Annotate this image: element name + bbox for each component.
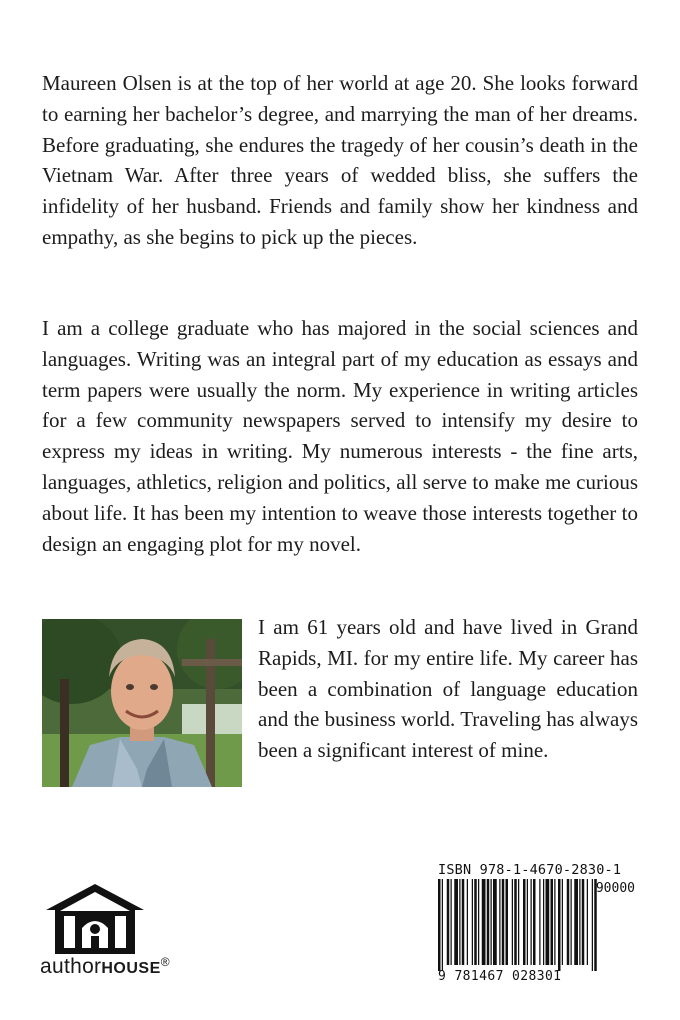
author-photo [42, 619, 242, 787]
barcode-bar [487, 879, 490, 965]
author-statement-paragraph: I am a college graduate who has majored in the social sciences and languages. Writing was an integral part of my education as essays and term papers were usually the norm. My experience in writing articles for a few community newspapers served to intensify my desire to express my ideas in writing. My numerous interests - the fine arts, languages, athletics, religion and politics, all serve to make me curious about life. It has been my intention to weave those interests together to design an engaging plot for my novel. [42, 316, 638, 556]
barcode-bar [454, 879, 458, 965]
barcode-bar [531, 879, 532, 965]
barcode-bar [459, 879, 460, 965]
barcode-bar [567, 879, 570, 965]
price-code: 90000 [595, 881, 635, 896]
barcode-bar [551, 879, 554, 965]
barcode-bar [438, 879, 441, 971]
barcode-bar [474, 879, 477, 965]
barcode-bar [582, 879, 585, 965]
barcode-bar [482, 879, 486, 965]
registered-mark: ® [160, 955, 170, 969]
barcode-bar [462, 879, 465, 965]
barcode-bar [447, 879, 450, 965]
isbn-label: ISBN 978-1-4670-2830-1 [438, 862, 622, 878]
publisher-name-author: author [40, 955, 102, 978]
barcode-bar [472, 879, 473, 965]
publisher-name-house: HOUSE [101, 960, 161, 977]
barcode-bar [499, 879, 500, 965]
barcode-bar [512, 879, 513, 965]
barcode-bar [502, 879, 505, 965]
barcode-bar [546, 879, 550, 965]
barcode-bar [442, 879, 443, 971]
barcode-bar [579, 879, 580, 965]
barcode-bar [451, 879, 452, 965]
barcode-bar [574, 879, 578, 965]
barcode-bar [493, 879, 497, 965]
barcode-bar [467, 879, 468, 965]
barcode-bar [533, 879, 536, 965]
author-bio: I am 61 years old and have lived in Grand Rapids, MI. for my entire life. My career has been a combination of language education and the business world. Traveling has always been a significant interest of mine. [258, 615, 638, 763]
barcode-bar [554, 879, 555, 965]
barcode-bar [506, 879, 509, 965]
barcode-bar [562, 879, 563, 965]
ean-digits: 9 781467 028301 [438, 969, 562, 984]
barcode-bar [527, 879, 528, 965]
barcode-bar [478, 879, 479, 965]
synopsis-paragraph: Maureen Olsen is at the top of her world at age 20. She looks forward to earning her bachelor’s degree, and marrying the man of her dreams. Before graduating, she endures the tragedy of her cousin’s death in the Vietnam War. After three years of wedded bliss, she suffers the infidelity of her husband. Friends and family show her kindness and empathy, as she begins to pick up the pieces. [42, 71, 638, 249]
ean-barcode-bars [438, 879, 608, 971]
barcode-bar [518, 879, 519, 965]
barcode-bar [592, 879, 593, 971]
publisher-wordmark [40, 955, 170, 979]
house-icon [40, 880, 150, 960]
barcode-bar [539, 879, 540, 965]
isbn-barcode [430, 862, 645, 990]
barcode-bar [514, 879, 517, 965]
barcode-bar [587, 879, 588, 965]
barcode-bar [558, 879, 561, 971]
barcode-bar [571, 879, 572, 965]
barcode-bar [491, 879, 492, 965]
barcode-bar [523, 879, 526, 965]
barcode-bar [543, 879, 544, 965]
